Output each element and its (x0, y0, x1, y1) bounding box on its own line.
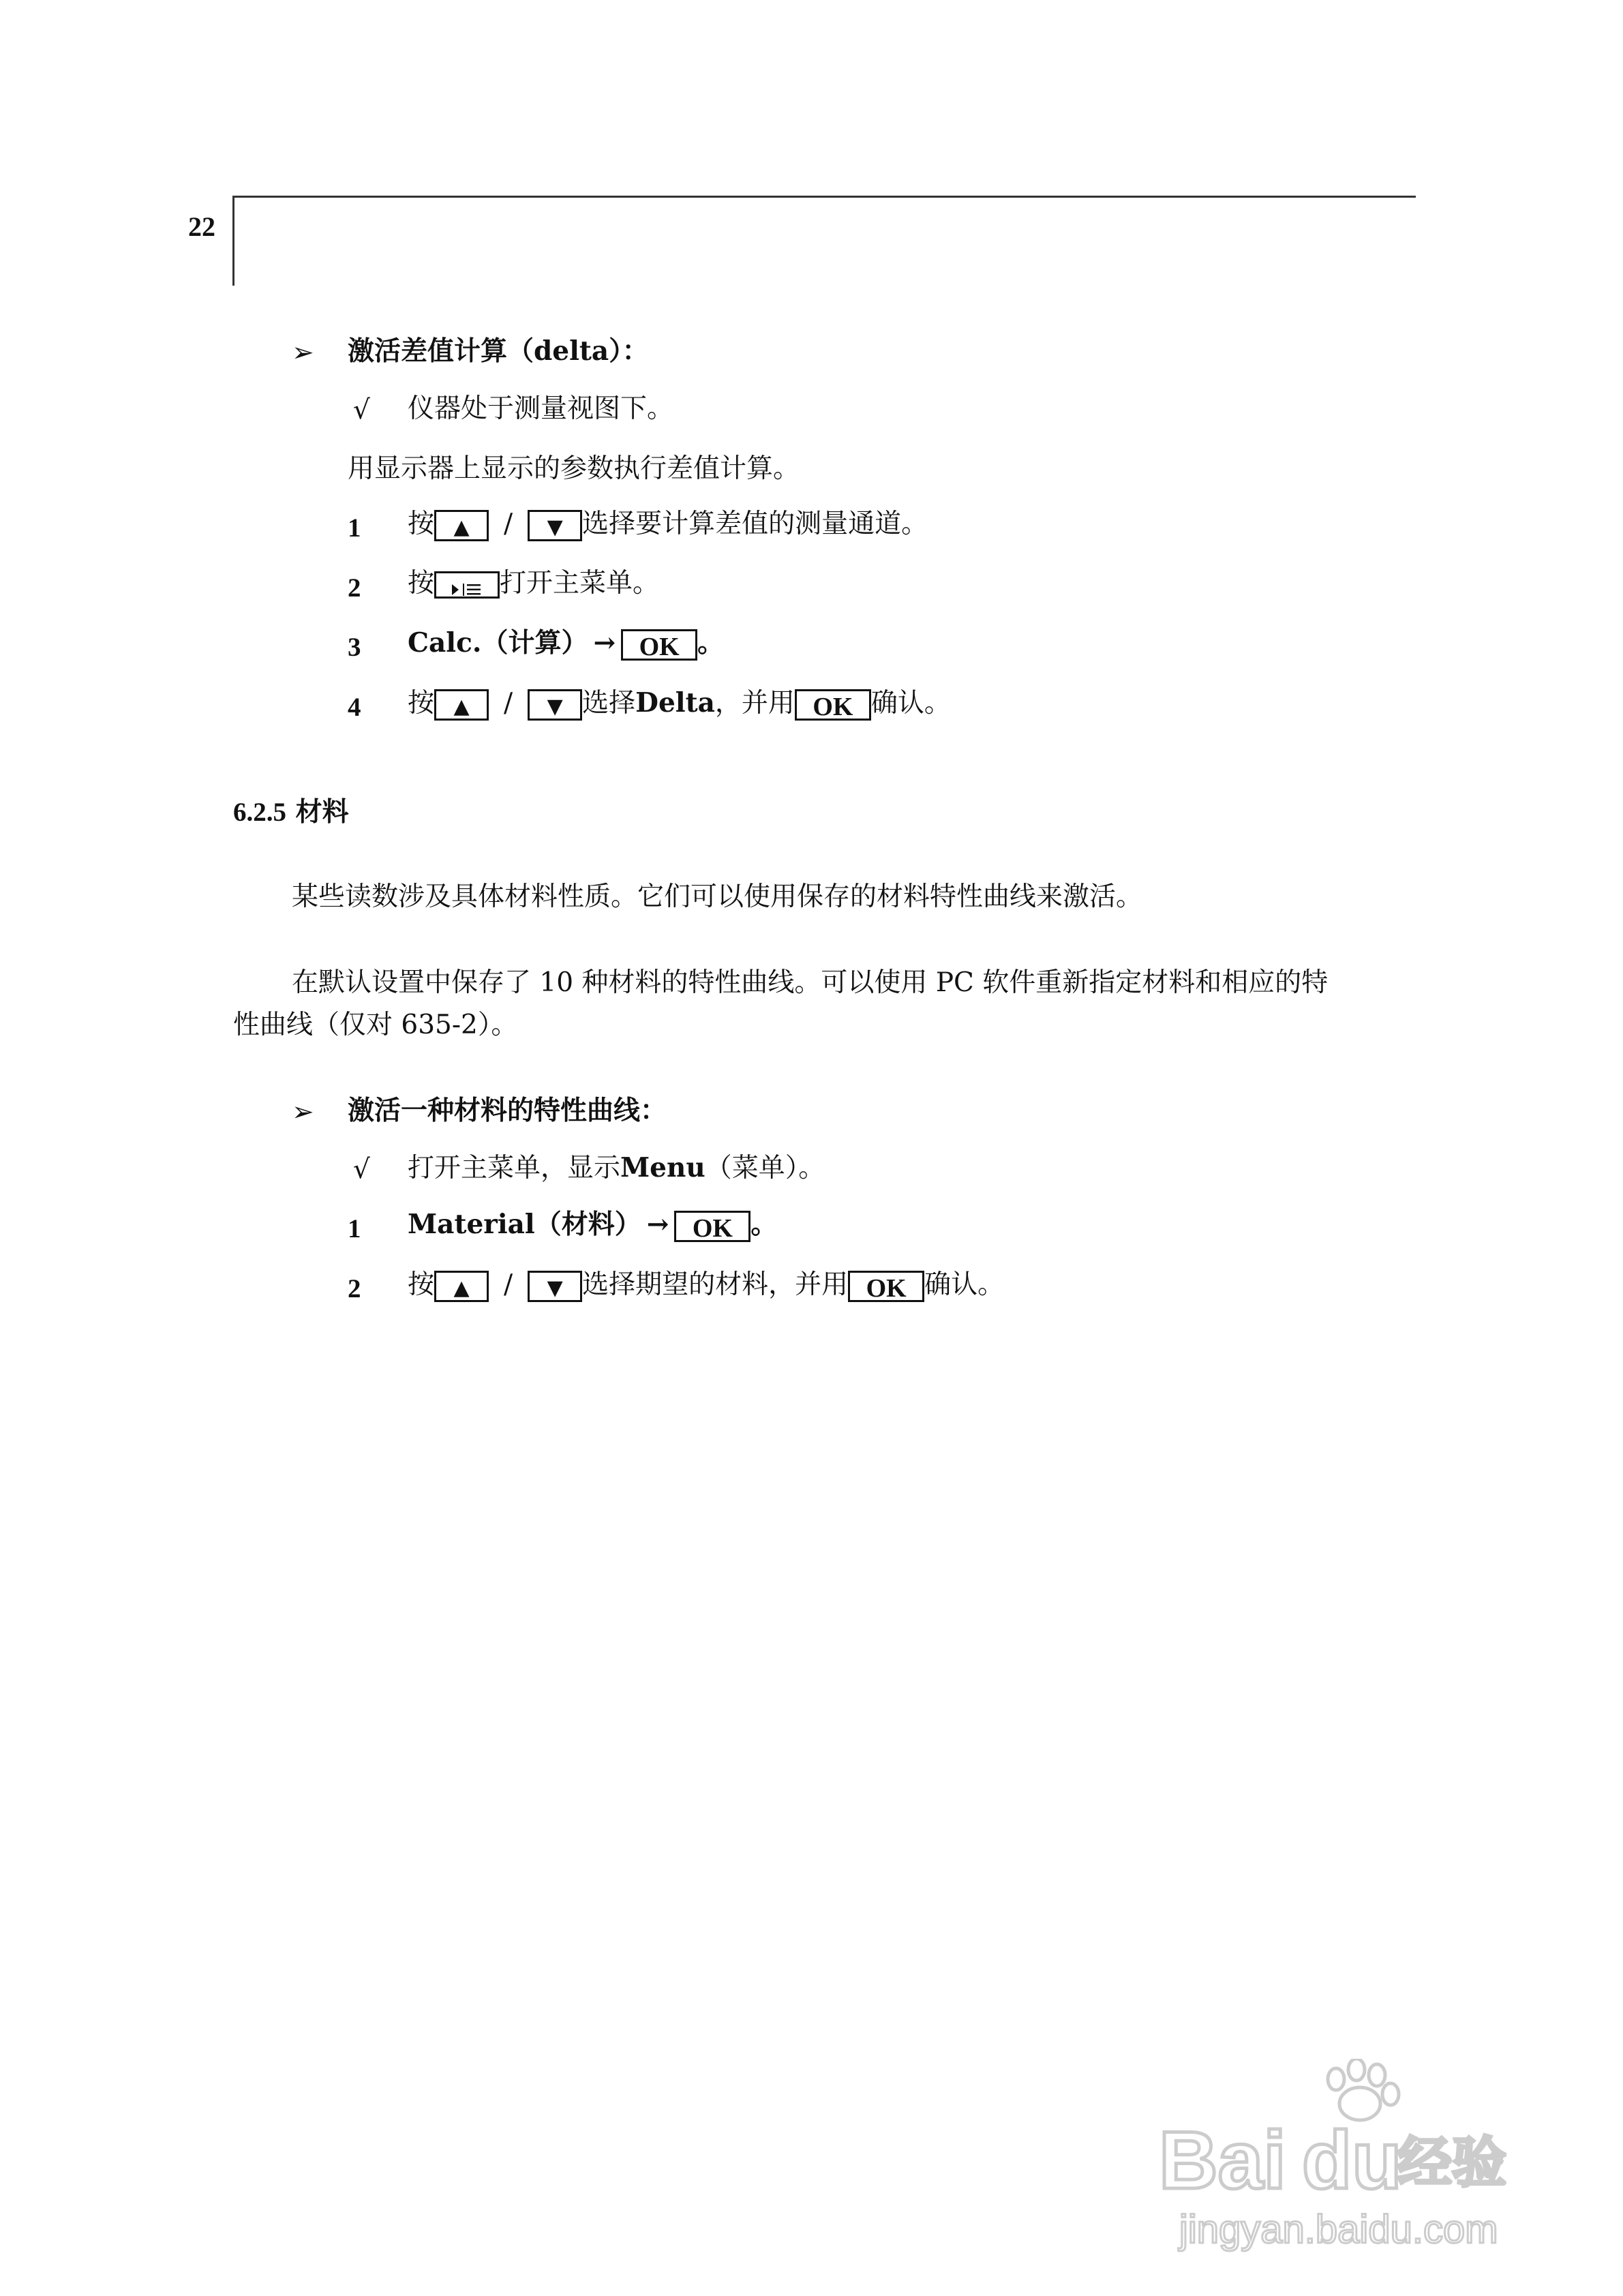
menu-key[interactable] (434, 571, 500, 599)
delta-step-2 (408, 570, 659, 599)
section-title-text: 材料 (295, 796, 349, 828)
step-number: 2 (348, 573, 361, 603)
header-rule (234, 196, 1416, 198)
step-text: 按 (408, 688, 435, 719)
delta-precondition: 仪器处于测量视图下。 (408, 393, 674, 424)
step-text: （菜单）。 (705, 1153, 825, 1183)
watermark-brand: Bai (1159, 2115, 1286, 2206)
step-text: ，并用 (714, 688, 795, 719)
step-text-bold: Menu (620, 1152, 706, 1183)
slash-separator: / (504, 688, 513, 719)
up-key[interactable]: ▲ (434, 689, 489, 721)
step-number: 4 (348, 693, 361, 722)
step-text: 按 (408, 568, 435, 599)
step-number: 3 (348, 633, 361, 662)
material-activate-heading: 激活一种材料的特性曲线： (348, 1095, 667, 1126)
delta-step-1 (408, 510, 928, 541)
down-key[interactable]: ▼ (528, 1271, 582, 1302)
delta-heading: 激活差值计算（delta）： (348, 335, 649, 367)
step-number: 1 (348, 513, 361, 543)
watermark-cn: 经验 (1397, 2131, 1506, 2194)
section-title (233, 796, 349, 828)
ok-key[interactable]: OK (848, 1271, 924, 1302)
paw-icon (1152, 2059, 1534, 2263)
step-text: 按 (408, 509, 435, 539)
delta-intro: 用显示器上显示的参数执行差值计算。 (348, 453, 800, 484)
step-text: 。 (750, 1209, 778, 1240)
baidu-watermark (1152, 2059, 1534, 2263)
ok-key[interactable]: OK (621, 629, 697, 661)
arrow-right-icon: → (646, 1209, 669, 1240)
step-text: 确认。 (870, 688, 951, 719)
ok-key[interactable]: OK (795, 689, 871, 721)
step-text: Calc.（计算） (408, 627, 588, 659)
step-text: Material（材料） (408, 1209, 641, 1240)
step-text: 按 (408, 1269, 435, 1300)
menu-icon (446, 581, 487, 599)
down-key[interactable]: ▼ (528, 689, 582, 721)
material-para-2-line-2: 性曲线（仅对 635-2）。 (233, 1010, 518, 1040)
bullet-icon: ➢ (292, 1097, 314, 1128)
slash-separator: / (504, 1269, 513, 1300)
step-text: 选择要计算差值的测量通道。 (582, 509, 928, 539)
step-text: 选择 (582, 688, 636, 719)
header-divider (232, 196, 234, 286)
step-text: 。 (697, 627, 725, 659)
watermark-brand-2: du (1302, 2115, 1402, 2206)
delta-step-3 (408, 629, 724, 661)
section-number: 6.2.5 (233, 798, 286, 827)
material-step-1 (408, 1211, 777, 1242)
material-para-1: 某些读数涉及具体材料性质。它们可以使用保存的材料特性曲线来激活。 (292, 881, 1143, 912)
material-step-2 (408, 1271, 1004, 1302)
delta-step-4 (408, 689, 951, 721)
arrow-right-icon: → (593, 627, 616, 659)
material-precondition (408, 1152, 825, 1183)
step-number: 1 (348, 1214, 361, 1243)
step-number: 2 (348, 1274, 361, 1303)
watermark-url: jingyan.baidu.com (1179, 2207, 1498, 2252)
down-key[interactable]: ▼ (528, 510, 582, 541)
ok-key[interactable]: OK (674, 1211, 750, 1242)
check-icon: √ (353, 1154, 370, 1185)
step-text: 选择期望的材料，并用 (582, 1269, 849, 1300)
page-number: 22 (188, 211, 215, 242)
slash-separator: / (504, 509, 513, 539)
up-key[interactable]: ▲ (434, 1271, 489, 1302)
step-text: 确认。 (924, 1269, 1005, 1300)
step-text: 打开主菜单。 (500, 568, 660, 599)
up-key[interactable]: ▲ (434, 510, 489, 541)
check-icon: √ (353, 395, 370, 425)
material-para-2-line-1: 在默认设置中保存了 10 种材料的特性曲线。可以使用 PC 软件重新指定材料和相应的特 (292, 967, 1329, 998)
bullet-icon: ➢ (292, 337, 314, 368)
step-text: 打开主菜单，显示 (408, 1153, 621, 1183)
step-text-bold: Delta (635, 687, 715, 719)
